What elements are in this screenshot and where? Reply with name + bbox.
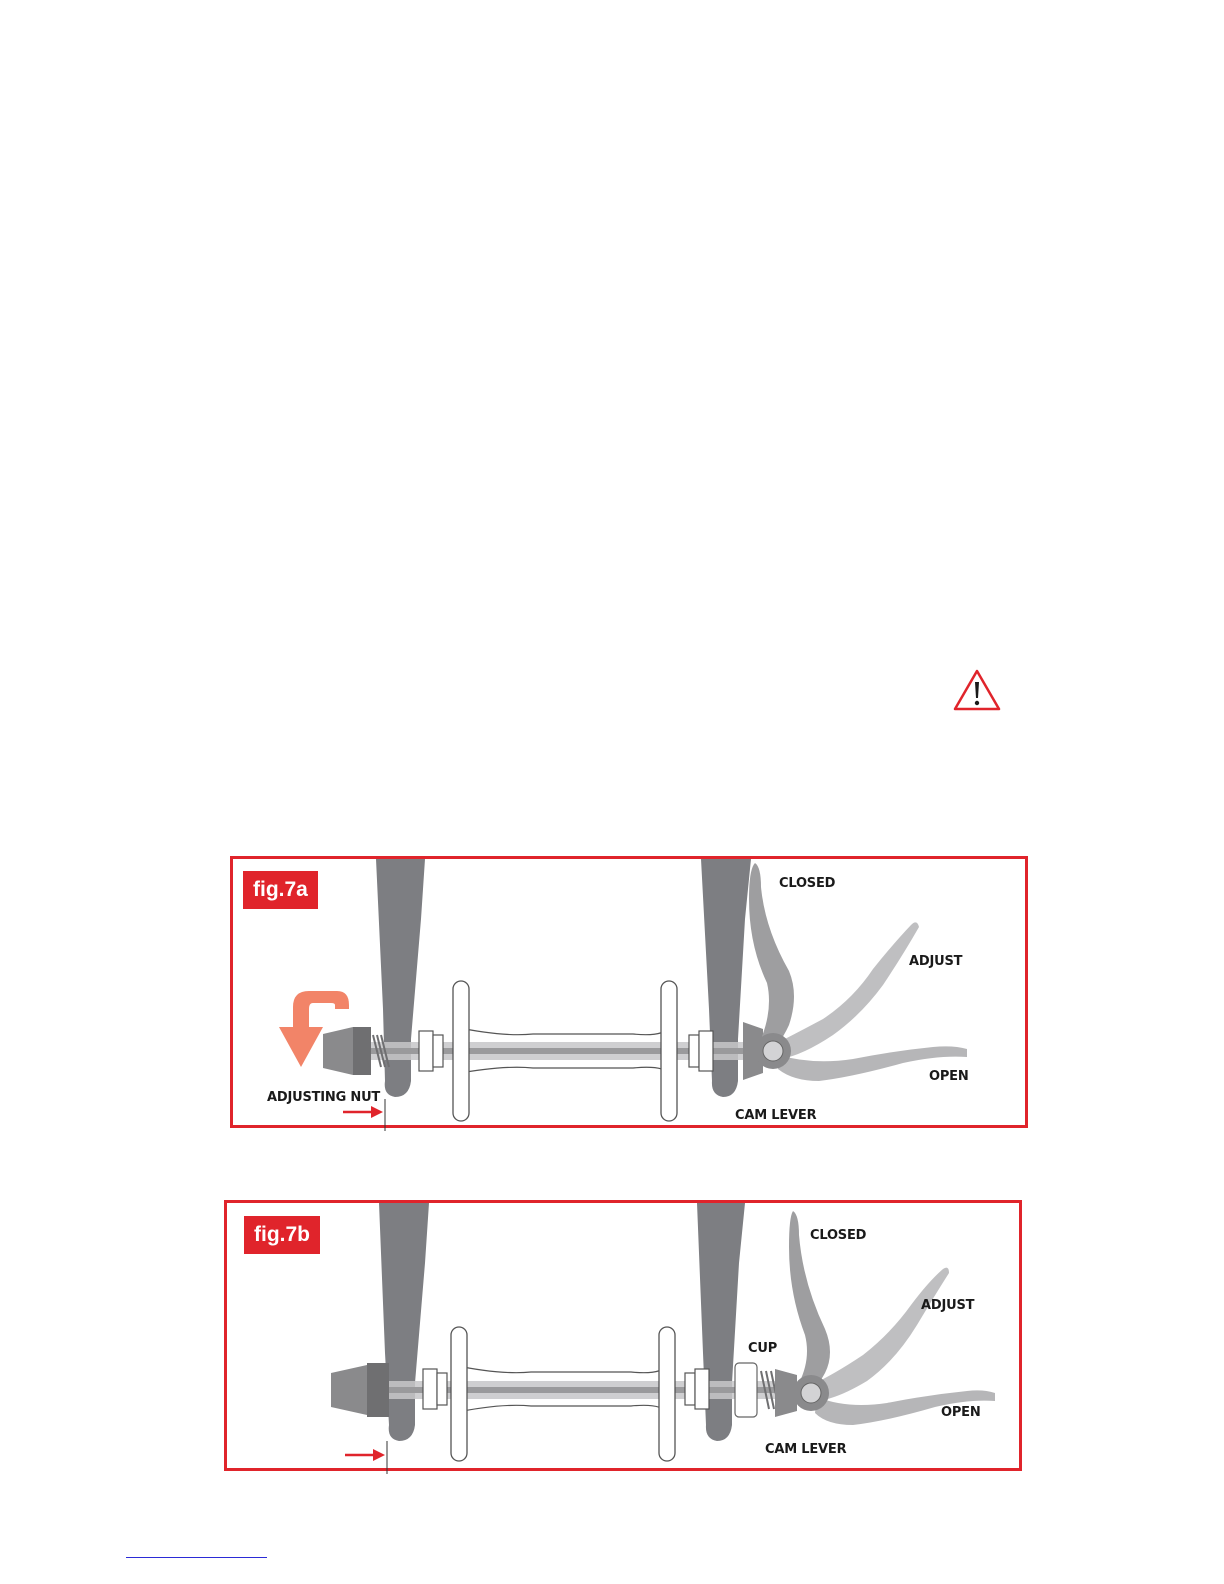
left-flange	[453, 981, 469, 1121]
lever-adjust-position	[811, 1268, 949, 1401]
axle-core	[328, 1048, 748, 1054]
push-arrow-icon	[343, 1106, 383, 1118]
label-adjust: ADJUST	[909, 954, 963, 969]
label-open: OPEN	[929, 1069, 969, 1084]
label-cup: CUP	[748, 1341, 778, 1356]
footer-rule	[126, 1557, 267, 1558]
figure-tag: fig.7b	[244, 1216, 320, 1254]
label-closed: CLOSED	[810, 1228, 867, 1243]
cup	[735, 1363, 757, 1417]
figure-7b	[224, 1200, 1022, 1471]
axle-core	[331, 1387, 791, 1393]
adjusting-nut-flange	[367, 1363, 389, 1417]
warning-triangle-icon	[952, 668, 1002, 712]
figure-7a	[230, 856, 1028, 1128]
push-arrow-icon	[345, 1449, 385, 1461]
label-cam-lever: CAM LEVER	[735, 1108, 817, 1123]
label-adjust: ADJUST	[921, 1298, 975, 1313]
right-flange	[661, 981, 677, 1121]
hub-diagram-7b	[227, 1203, 1025, 1474]
right-flange	[659, 1327, 675, 1461]
figure-tag: fig.7a	[243, 871, 318, 909]
label-closed: CLOSED	[779, 876, 836, 891]
adjusting-nut-body	[323, 1027, 353, 1075]
label-adjusting-nut: ADJUSTING NUT	[267, 1090, 381, 1105]
lever-adjust-position	[773, 922, 919, 1059]
left-flange	[451, 1327, 467, 1461]
adjusting-nut-flange	[353, 1027, 371, 1075]
label-open: OPEN	[941, 1405, 981, 1420]
adjusting-nut-body	[331, 1365, 367, 1415]
label-cam-lever: CAM LEVER	[765, 1442, 847, 1457]
lever-closed-position	[749, 863, 794, 1055]
